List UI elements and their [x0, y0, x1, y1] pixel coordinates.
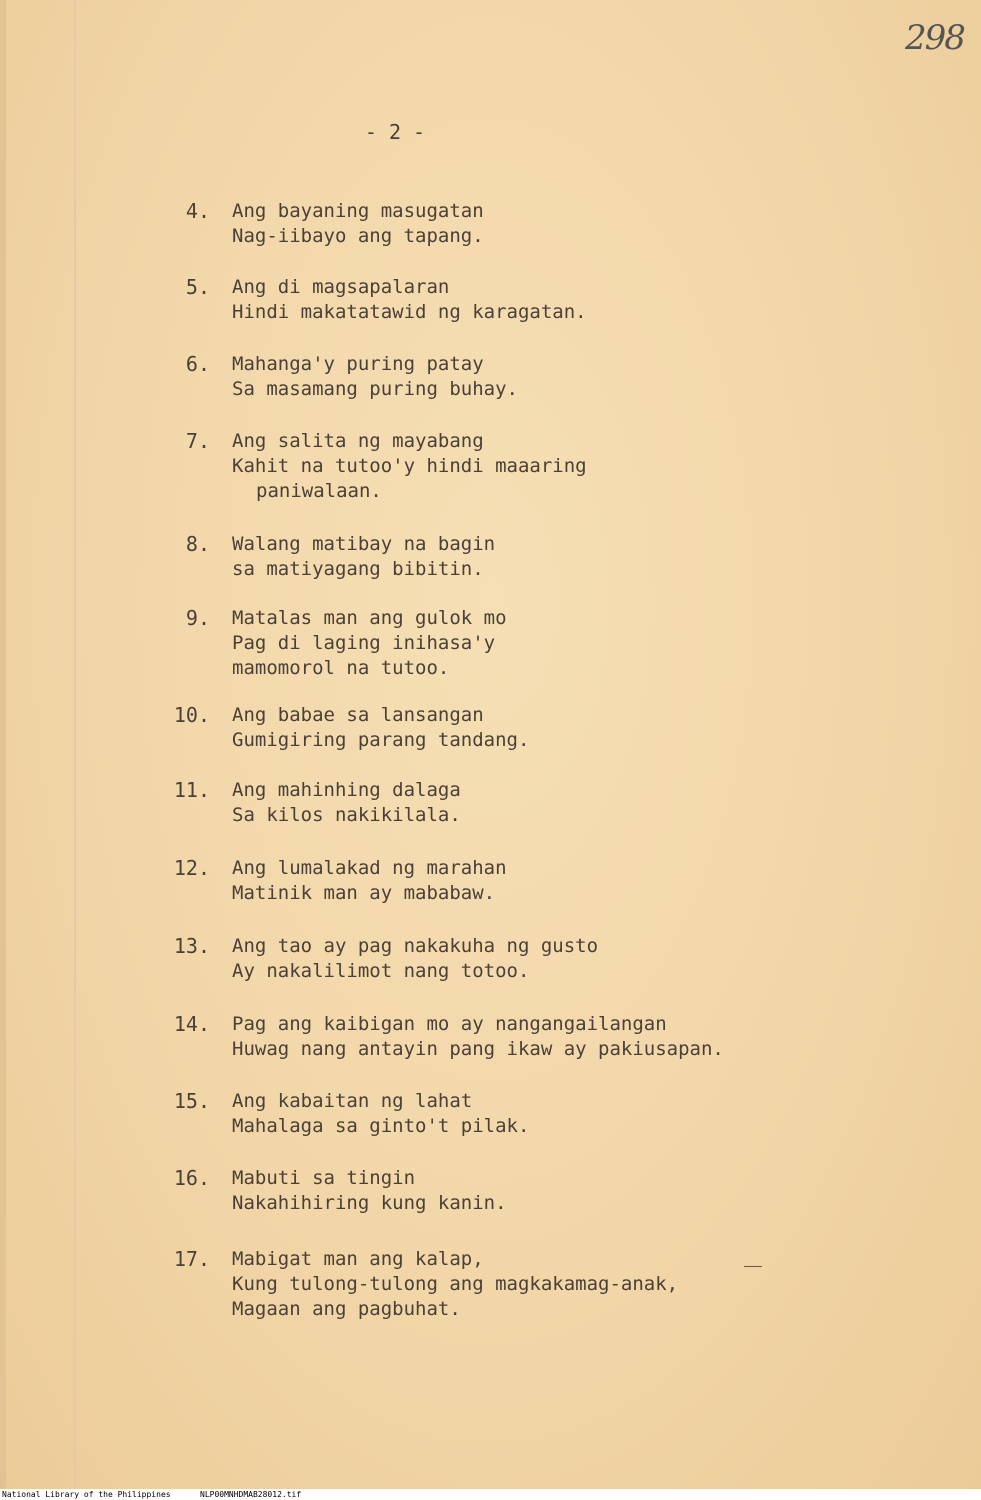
proverb-line: Pag di laging inihasa'y: [232, 632, 496, 654]
proverb-line: Hindi makatatawid ng karagatan.: [232, 301, 587, 323]
proverb-line: Ang kabaitan ng lahat: [232, 1090, 473, 1112]
proverb-number: 13.: [173, 934, 210, 958]
proverb-line: Gumigiring parang tandang.: [232, 729, 530, 751]
handwritten-page-number: 298: [905, 18, 964, 58]
archive-footer: [0, 1489, 981, 1500]
proverb-number: 6.: [185, 352, 210, 376]
proverb-line: Ang mahinhing dalaga: [232, 779, 461, 801]
proverb-number: 17.: [173, 1247, 210, 1271]
paper-left-edge: [0, 0, 6, 1500]
footer-filename: NLP00MNHDMAB28012.tif: [200, 1490, 302, 1499]
proverb-line: Matalas man ang gulok mo: [232, 607, 507, 629]
proverb-line: Ang bayaning masugatan: [232, 200, 484, 222]
proverb-line: paniwalaan.: [256, 480, 382, 502]
proverb-line: Sa masamang puring buhay.: [232, 378, 518, 400]
proverb-line: sa matiyagang bibitin.: [232, 558, 484, 580]
proverb-number: 5.: [185, 275, 210, 299]
proverb-line: Nakahihiring kung kanin.: [232, 1192, 507, 1214]
proverb-line: mamomorol na tutoo.: [232, 657, 450, 679]
margin-line: [74, 0, 76, 1490]
proverb-line: Ang di magsapalaran: [232, 276, 450, 298]
proverb-number: 12.: [173, 856, 210, 880]
proverb-number: 4.: [185, 199, 210, 223]
proverb-line: Kung tulong-tulong ang magkakamag-anak,: [232, 1273, 679, 1295]
proverb-line: Ay nakalilimot nang totoo.: [232, 960, 530, 982]
margin-dash-mark: [744, 1266, 762, 1267]
proverb-number: 14.: [173, 1012, 210, 1036]
proverb-line: Mabuti sa tingin: [232, 1167, 416, 1189]
proverb-number: 8.: [185, 532, 210, 556]
proverb-line: Matinik man ay mababaw.: [232, 882, 496, 904]
proverb-line: Mahalaga sa ginto't pilak.: [232, 1115, 530, 1137]
proverb-number: 10.: [173, 703, 210, 727]
proverb-line: Ang tao ay pag nakakuha ng gusto: [232, 935, 599, 957]
proverb-line: Mabigat man ang kalap,: [232, 1248, 484, 1270]
proverb-line: Nag-iibayo ang tapang.: [232, 225, 484, 247]
proverb-number: 16.: [173, 1166, 210, 1190]
proverb-line: Magaan ang pagbuhat.: [232, 1298, 461, 1320]
proverb-line: Huwag nang antayin pang ikaw ay pakiusapan.: [232, 1038, 724, 1060]
proverb-number: 7.: [185, 429, 210, 453]
footer-institution: National Library of the Philippines: [2, 1490, 171, 1499]
proverb-number: 9.: [185, 606, 210, 630]
proverb-line: Walang matibay na bagin: [232, 533, 496, 555]
proverb-line: Ang babae sa lansangan: [232, 704, 484, 726]
proverb-line: Mahanga'y puring patay: [232, 353, 484, 375]
proverb-number: 11.: [173, 778, 210, 802]
proverb-line: Ang salita ng mayabang: [232, 430, 484, 452]
proverb-line: Pag ang kaibigan mo ay nangangailangan: [232, 1013, 667, 1035]
proverb-line: Sa kilos nakikilala.: [232, 804, 461, 826]
proverb-line: Ang lumalakad ng marahan: [232, 857, 507, 879]
page-number: - 2 -: [364, 120, 426, 144]
proverb-line: Kahit na tutoo'y hindi maaaring: [232, 455, 587, 477]
proverb-number: 15.: [173, 1089, 210, 1113]
